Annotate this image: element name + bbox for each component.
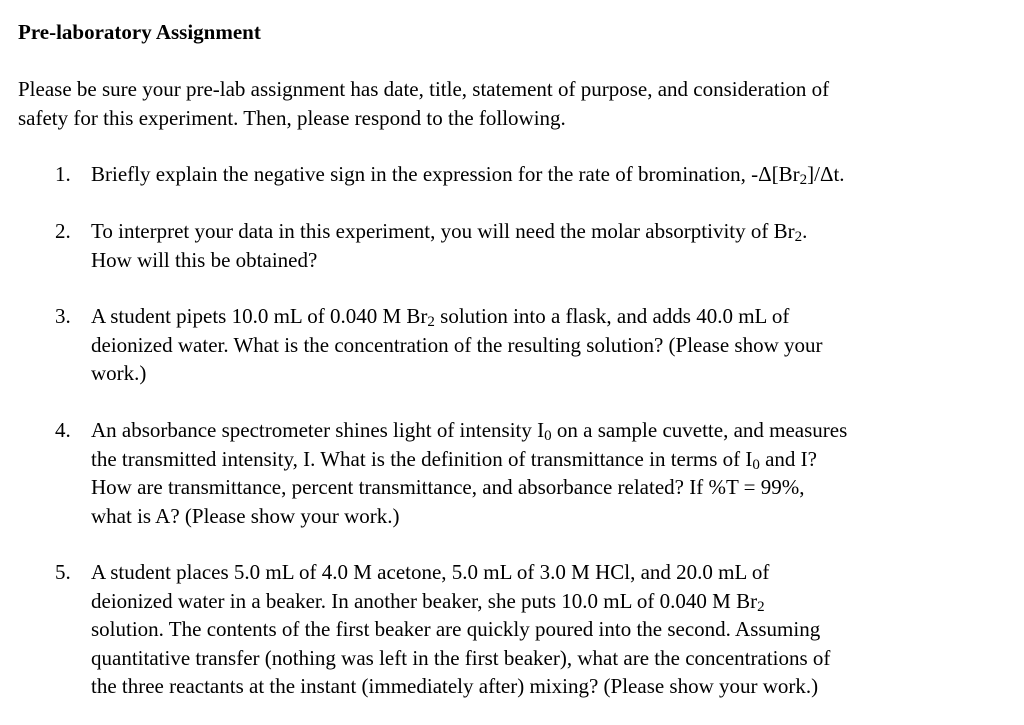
question-1: [55, 160, 985, 189]
question-number: 2.: [55, 219, 71, 243]
question-number: 5.: [55, 560, 71, 584]
question-text: A student pipets 10.0 mL of 0.040 M $Br_2$ solution into a flask, and adds 40.0 mL of deionized water. What is the concentration of the resulting solution? (Please show your work.): [91, 304, 823, 385]
question-text: A student places 5.0 mL of 4.0 M acetone, 5.0 mL of 3.0 M HCl, and 20.0 mL of deionized water in a beaker. In another beaker, she puts 10.0 mL of 0.040 M $Br_2$ solution. The contents of the first beaker are quickly poured into the second. Assuming quantitative transfer (nothing was left in the first beaker), what are the concentrations of the three reactants at the instant (immediately after) mixing? (Please show your work.): [91, 560, 831, 698]
intro-paragraph: [18, 75, 1008, 132]
question-2: [55, 217, 985, 274]
question-text: Briefly explain the negative sign in the expression for the rate of bromination, $-\Delta[Br_2]/\Delta t$.: [91, 162, 845, 188]
page-title: Pre-laboratory Assignment: [18, 20, 261, 44]
question-text: An absorbance spectrometer shines light of intensity $I_0$ on a sample cuvette, and measures the transmitted intensity, I. What is the definition of transmittance in terms of $I_0$ and I? How are transmittance, percent transmittance, and absorbance related? If %T = 99%, what is A? (Please show your work.): [91, 418, 848, 528]
question-5: [55, 558, 985, 701]
intro-line-1: Please be sure your pre-lab assignment has date, title, statement of purpose, and consideration of: [18, 77, 830, 101]
question-number: 4.: [55, 418, 71, 442]
question-number: 1.: [55, 162, 71, 186]
intro-line-2: safety for this experiment. Then, please respond to the following.: [18, 105, 566, 130]
question-4: [55, 416, 985, 530]
question-3: [55, 302, 985, 388]
question-text: To interpret your data in this experiment, you will need the molar absorptivity of $Br_2$. How will this be obtained?: [91, 219, 808, 272]
question-number: 3.: [55, 304, 71, 328]
